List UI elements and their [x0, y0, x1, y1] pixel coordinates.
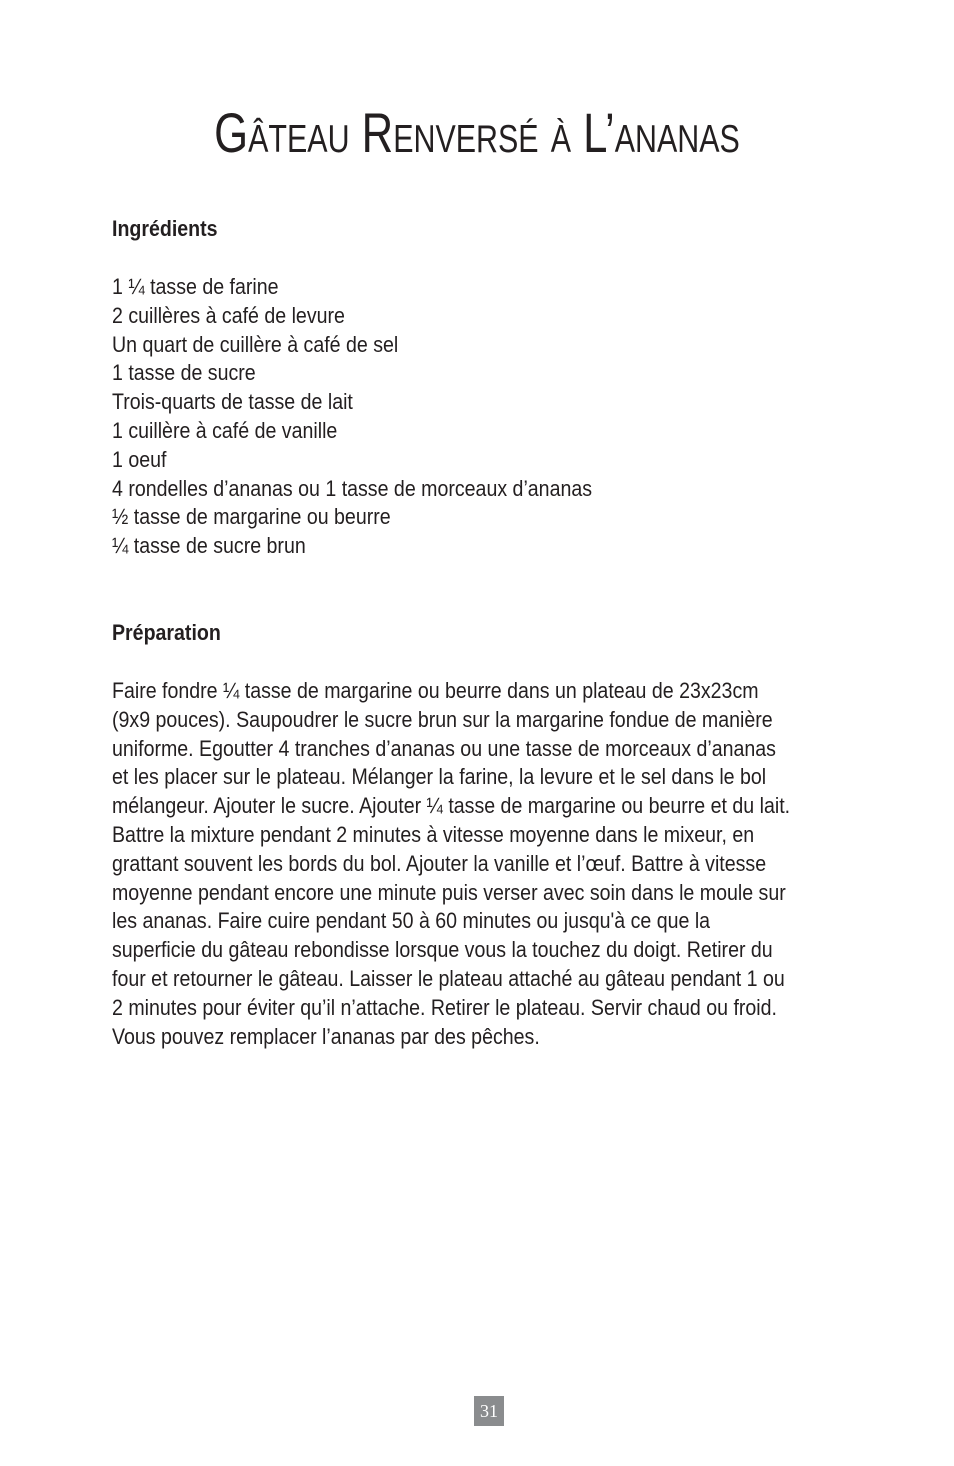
preparation-heading: Préparation [112, 620, 221, 645]
page-number: 31 [474, 1396, 504, 1426]
ingredient-item: ¼ tasse de sucre brun [112, 533, 306, 559]
ingredient-item: 1 ¼ tasse de farine [112, 274, 279, 299]
preparation-line: moyenne pendant encore une minute puis verser avec soin dans le moule sur [112, 879, 786, 905]
ingredient-item: 2 cuillères à café de levure [112, 302, 345, 328]
ingredient-item: Un quart de cuillère à café de sel [112, 331, 399, 357]
preparation-line: Vous pouvez remplacer l’ananas par des pêches. [112, 1023, 540, 1049]
ingredient-item: 1 cuillère à café de vanille [112, 417, 338, 443]
ingredient-item: ½ tasse de margarine ou beurre [112, 504, 391, 530]
preparation-text [112, 677, 874, 1051]
preparation-line: et les placer sur le plateau. Mélanger la farine, la levure et le sel dans le bol [112, 764, 767, 790]
ingredients-list [112, 273, 788, 561]
preparation-line: Battre la mixture pendant 2 minutes à vitesse moyenne dans le mixeur, en [112, 821, 755, 847]
ingredient-item: 4 rondelles d’ananas ou 1 tasse de morceaux d’ananas [112, 475, 593, 501]
ingredient-item: Trois-quarts de tasse de lait [112, 389, 353, 415]
preparation-line: 2 minutes pour éviter qu’il n’attache. Retirer le plateau. Servir chaud ou froid. [112, 994, 777, 1020]
page-title: Gâteau Renversé à L’ananas [214, 101, 740, 164]
preparation-line: superficie du gâteau rebondisse lorsque vous la touchez du doigt. Retirer du [112, 937, 773, 963]
ingredient-item: 1 tasse de sucre [112, 360, 256, 386]
preparation-line: (9x9 pouces). Saupoudrer le sucre brun sur la margarine fondue de manière [112, 706, 773, 732]
preparation-line: uniforme. Egoutter 4 tranches d’ananas ou une tasse de morceaux d’ananas [112, 735, 776, 761]
preparation-line: four et retourner le gâteau. Laisser le plateau attaché au gâteau pendant 1 ou [112, 965, 785, 991]
preparation-line: Faire fondre ¼ tasse de margarine ou beurre dans un plateau de 23x23cm [112, 678, 759, 703]
preparation-line: mélangeur. Ajouter le sucre. Ajouter ¼ tasse de margarine ou beurre et du lait. [112, 793, 791, 819]
ingredients-heading: Ingrédients [112, 216, 218, 241]
preparation-line: grattant souvent les bords du bol. Ajouter la vanille et l’œuf. Battre à vitesse [112, 850, 767, 876]
ingredient-item: 1 oeuf [112, 446, 167, 472]
preparation-line: les ananas. Faire cuire pendant 50 à 60 minutes ou jusqu'à ce que la [112, 908, 711, 934]
